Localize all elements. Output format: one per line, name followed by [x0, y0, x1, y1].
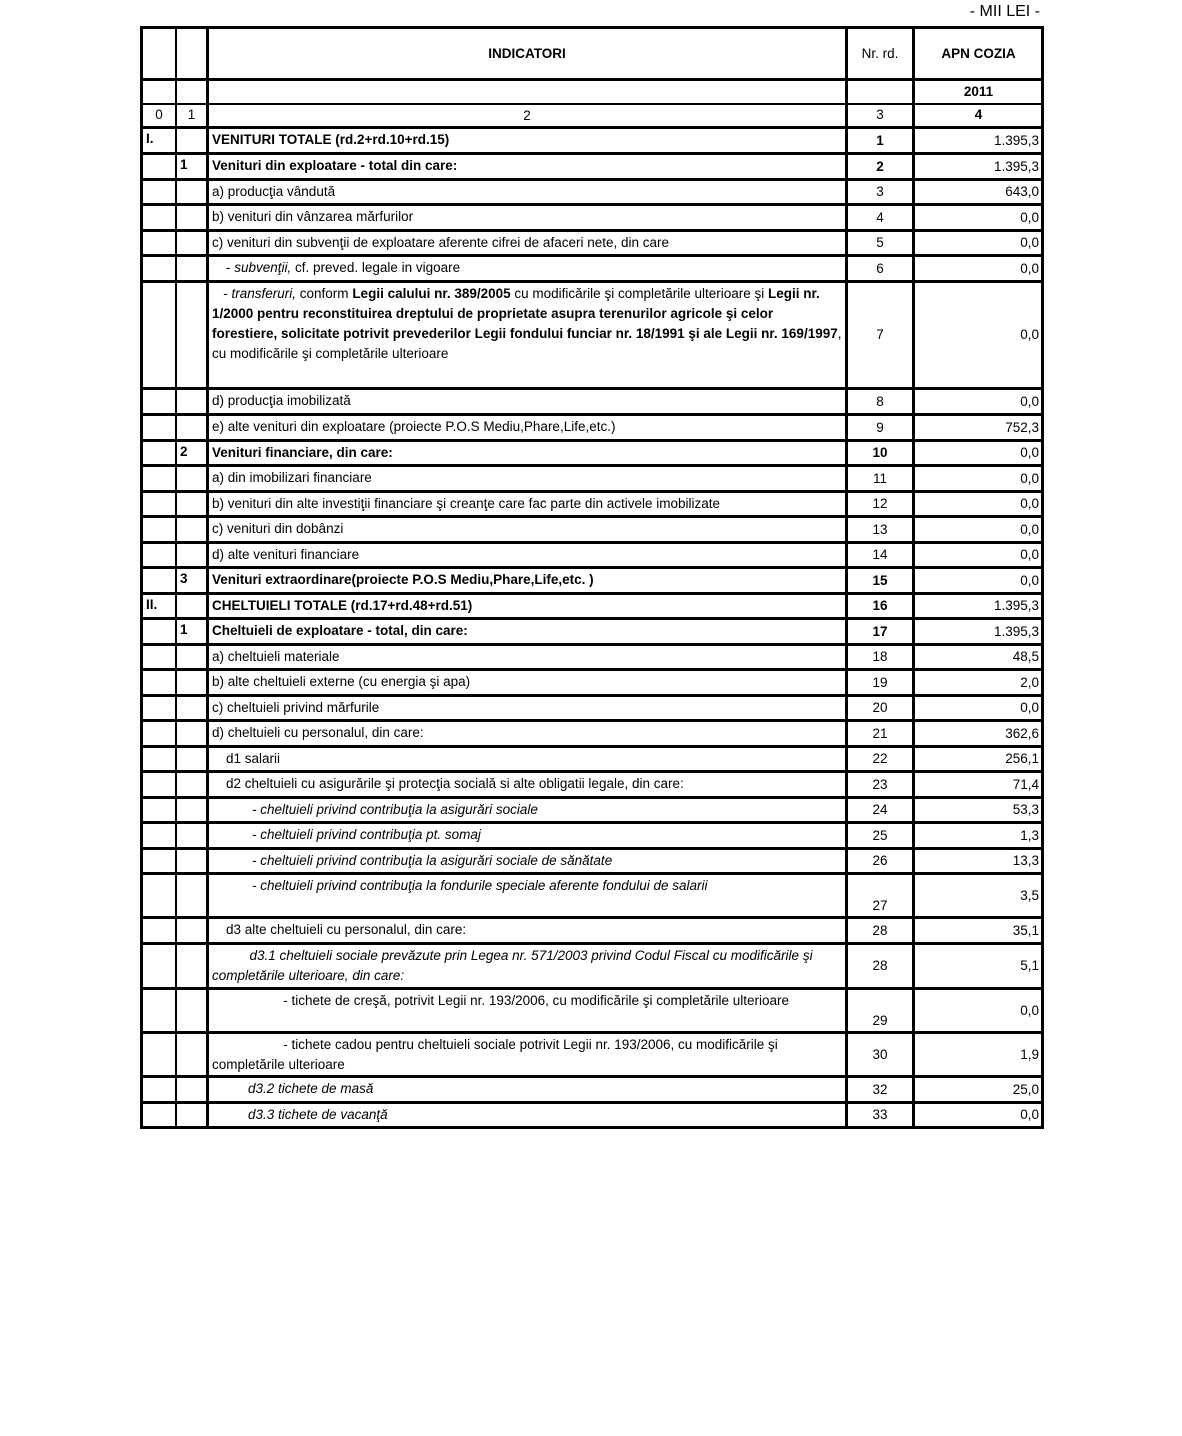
row-number: 8 — [847, 389, 914, 415]
indicator-label — [208, 696, 847, 721]
indicator-text: b) venituri din alte investiţii financiare şi creanţe care fac parte din activele imobilizate — [212, 496, 720, 511]
table-row — [142, 696, 1043, 721]
indicator-label — [208, 772, 847, 798]
subsection-number — [176, 1103, 208, 1128]
indicator-label — [208, 1077, 847, 1103]
row-number: 27 — [847, 874, 914, 918]
indicator-text: - cheltuieli privind contribuţia pt. somaj — [252, 827, 481, 842]
indicator-text: - tichete cadou pentru cheltuieli sociale potrivit Legii nr. 193/2006, cu modificările şi completările ulterioare — [212, 1037, 778, 1072]
indicator-text: d3.3 tichete de vacanţă — [248, 1107, 388, 1122]
row-number: 21 — [847, 721, 914, 747]
indicator-text: Cheltuieli de exploatare - total, din care: — [212, 623, 468, 638]
section-number — [142, 772, 177, 798]
value-2011: 0,0 — [914, 205, 1043, 231]
table-row — [142, 823, 1043, 849]
value-2011: 48,5 — [914, 645, 1043, 670]
section-number — [142, 1077, 177, 1103]
indicator-text: d) alte venituri financiare — [212, 547, 360, 562]
column-number-row — [142, 104, 1043, 128]
table-row — [142, 415, 1043, 441]
section-number — [142, 415, 177, 441]
table-row — [142, 256, 1043, 282]
table-row — [142, 594, 1043, 619]
indicator-label — [208, 517, 847, 543]
row-number: 15 — [847, 568, 914, 594]
subsection-number — [176, 1033, 208, 1077]
section-number — [142, 205, 177, 231]
value-2011: 53,3 — [914, 798, 1043, 823]
table-row — [142, 944, 1043, 989]
value-2011: 752,3 — [914, 415, 1043, 441]
indicator-label — [208, 543, 847, 568]
table-row — [142, 670, 1043, 696]
indicator-label — [208, 645, 847, 670]
row-number: 9 — [847, 415, 914, 441]
subsection-number — [176, 747, 208, 772]
table-row — [142, 721, 1043, 747]
row-number: 20 — [847, 696, 914, 721]
row-number: 16 — [847, 594, 914, 619]
row-number: 13 — [847, 517, 914, 543]
table-row — [142, 1077, 1043, 1103]
indicator-label — [208, 918, 847, 944]
row-number: 24 — [847, 798, 914, 823]
section-number — [142, 989, 177, 1033]
table-row — [142, 466, 1043, 492]
value-2011: 2,0 — [914, 670, 1043, 696]
row-number: 11 — [847, 466, 914, 492]
income-expense-table — [140, 26, 1044, 1129]
value-2011: 362,6 — [914, 721, 1043, 747]
subsection-number — [176, 415, 208, 441]
row-number: 3 — [847, 180, 914, 205]
value-2011: 71,4 — [914, 772, 1043, 798]
indicator-label — [208, 874, 847, 918]
indicator-label — [208, 747, 847, 772]
table-row — [142, 874, 1043, 918]
section-number — [142, 670, 177, 696]
table-row — [142, 282, 1043, 389]
section-number — [142, 492, 177, 517]
section-number: I. — [142, 128, 177, 154]
indicator-label — [208, 205, 847, 231]
subsection-number — [176, 772, 208, 798]
indicator-text: Venituri din exploatare - total din care: — [212, 158, 458, 173]
indicator-text: a) producţia vândută — [212, 184, 336, 199]
section-number — [142, 747, 177, 772]
indicator-label — [208, 180, 847, 205]
col-num: 3 — [847, 104, 914, 128]
entity-header: APN COZIA — [914, 28, 1043, 80]
value-2011: 1,9 — [914, 1033, 1043, 1077]
table-row — [142, 231, 1043, 256]
subsection-number — [176, 823, 208, 849]
unit-label: - MII LEI - — [969, 3, 1040, 20]
indicator-text: cu modificările şi completările ulterioare şi — [510, 286, 768, 301]
row-number: 17 — [847, 619, 914, 645]
value-2011: 35,1 — [914, 918, 1043, 944]
table-row — [142, 849, 1043, 874]
indicator-label — [208, 492, 847, 517]
table-row — [142, 798, 1043, 823]
row-number: 2 — [847, 154, 914, 180]
value-2011: 0,0 — [914, 517, 1043, 543]
row-number: 29 — [847, 989, 914, 1033]
subsection-number — [176, 670, 208, 696]
section-number — [142, 944, 177, 989]
indicator-text: c) venituri din subvenţii de exploatare aferente cifrei de afaceri nete, din care — [212, 235, 670, 250]
value-2011: 3,5 — [914, 874, 1043, 918]
indicator-text: Legii nr. 1/2000 pentru reconstituirea dreptului de proprietate asupra terenurilor agricole şi celor forestiere, solicitate potrivit prevederilor Legii fondului funciar nr. 18/1991 şi ale Legii nr. 169/1997 — [212, 286, 838, 341]
section-number — [142, 849, 177, 874]
subsection-number — [176, 389, 208, 415]
section-number — [142, 231, 177, 256]
row-number: 7 — [847, 282, 914, 389]
section-number — [142, 543, 177, 568]
indicator-text: Venituri extraordinare(proiecte P.O.S Mediu,Phare,Life,etc. ) — [212, 572, 594, 587]
value-2011: 643,0 — [914, 180, 1043, 205]
row-number: 23 — [847, 772, 914, 798]
subsection-number — [176, 721, 208, 747]
section-number — [142, 798, 177, 823]
table-row — [142, 1033, 1043, 1077]
indicator-text: b) alte cheltuieli externe (cu energia şi apa) — [212, 674, 471, 689]
indicator-text: d3.1 cheltuieli sociale prevăzute prin Legea nr. 571/2003 privind Codul Fiscal cu modificările şi completările ulterioare, din care: — [212, 948, 813, 983]
indicator-text: transferuri, — [231, 286, 297, 301]
table-row — [142, 441, 1043, 466]
table-row — [142, 205, 1043, 231]
subsection-number — [176, 989, 208, 1033]
value-2011: 1.395,3 — [914, 128, 1043, 154]
section-number — [142, 180, 177, 205]
row-number: 1 — [847, 128, 914, 154]
subsection-number — [176, 944, 208, 989]
indicator-text: d3.2 tichete de masă — [248, 1081, 374, 1096]
row-number: 19 — [847, 670, 914, 696]
indicator-text: - cheltuieli privind contribuţia la fondurile speciale aferente fondului de salarii — [252, 878, 708, 893]
subsection-number — [176, 466, 208, 492]
row-number: 25 — [847, 823, 914, 849]
table-row — [142, 389, 1043, 415]
indicator-text: - cheltuieli privind contribuţia la asigurări sociale — [252, 802, 538, 817]
indicator-header: INDICATORI — [208, 28, 847, 80]
year-row — [142, 80, 1043, 104]
section-number — [142, 823, 177, 849]
indicator-label — [208, 944, 847, 989]
value-2011: 25,0 — [914, 1077, 1043, 1103]
indicator-text: subvenţii, — [234, 260, 292, 275]
indicator-text: - cheltuieli privind contribuţia la asigurări sociale de sănătate — [252, 853, 613, 868]
indicator-label — [208, 256, 847, 282]
subsection-number — [176, 798, 208, 823]
value-2011: 0,0 — [914, 568, 1043, 594]
indicator-text: , cu modificările şi completările ulterioare — [212, 326, 842, 361]
value-2011: 1,3 — [914, 823, 1043, 849]
subsection-number — [176, 517, 208, 543]
indicator-text: Legii calului nr. 389/2005 — [352, 286, 511, 301]
indicator-text: c) cheltuieli privind mărfurile — [212, 700, 380, 715]
nr-header: Nr. rd. — [847, 28, 914, 80]
indicator-text: d2 cheltuieli cu asigurările şi protecţia socială si alte obligatii legale, din care: — [226, 776, 684, 791]
subsection-number — [176, 696, 208, 721]
subsection-number — [176, 594, 208, 619]
table-row — [142, 1103, 1043, 1128]
table-row — [142, 918, 1043, 944]
table-row — [142, 154, 1043, 180]
value-2011: 1.395,3 — [914, 154, 1043, 180]
col-num: 0 — [142, 104, 177, 128]
subsection-number: 1 — [176, 154, 208, 180]
value-2011: 0,0 — [914, 543, 1043, 568]
section-number — [142, 389, 177, 415]
row-number: 33 — [847, 1103, 914, 1128]
subsection-number — [176, 205, 208, 231]
subsection-number — [176, 231, 208, 256]
section-number — [142, 154, 177, 180]
indicator-label — [208, 128, 847, 154]
row-number: 32 — [847, 1077, 914, 1103]
table-row — [142, 517, 1043, 543]
indicator-label — [208, 568, 847, 594]
value-2011: 13,3 — [914, 849, 1043, 874]
indicator-text: - tichete de creşă, potrivit Legii nr. 193/2006, cu modificările şi completările ulterioare — [212, 993, 790, 1008]
value-2011: 0,0 — [914, 389, 1043, 415]
table-row — [142, 619, 1043, 645]
value-2011: 0,0 — [914, 1103, 1043, 1128]
indicator-label — [208, 798, 847, 823]
section-number — [142, 256, 177, 282]
table-row — [142, 747, 1043, 772]
row-number: 28 — [847, 918, 914, 944]
row-number: 12 — [847, 492, 914, 517]
value-2011: 0,0 — [914, 256, 1043, 282]
indicator-label — [208, 282, 847, 389]
subsection-number — [176, 645, 208, 670]
subsection-number — [176, 543, 208, 568]
subsection-number — [176, 256, 208, 282]
col-num: 2 — [208, 104, 847, 128]
value-2011: 0,0 — [914, 466, 1043, 492]
subsection-number — [176, 918, 208, 944]
section-number — [142, 619, 177, 645]
row-number: 6 — [847, 256, 914, 282]
section-number: II. — [142, 594, 177, 619]
subsection-number: 2 — [176, 441, 208, 466]
value-2011: 0,0 — [914, 231, 1043, 256]
table-row — [142, 543, 1043, 568]
indicator-text: d) producţia imobilizată — [212, 393, 351, 408]
section-number — [142, 874, 177, 918]
indicator-text: d3 alte cheltuieli cu personalul, din care: — [226, 922, 467, 937]
value-2011: 1.395,3 — [914, 619, 1043, 645]
section-number — [142, 645, 177, 670]
indicator-text: conform — [296, 286, 353, 301]
indicator-label — [208, 619, 847, 645]
table-row — [142, 128, 1043, 154]
indicator-label — [208, 594, 847, 619]
table-row — [142, 492, 1043, 517]
subsection-number — [176, 1077, 208, 1103]
subsection-number — [176, 180, 208, 205]
table-row — [142, 645, 1043, 670]
row-number: 18 — [847, 645, 914, 670]
indicator-label — [208, 823, 847, 849]
value-2011: 0,0 — [914, 989, 1043, 1033]
indicator-label — [208, 466, 847, 492]
indicator-text: c) venituri din dobânzi — [212, 521, 344, 536]
indicator-label — [208, 441, 847, 466]
indicator-label — [208, 1103, 847, 1128]
col-num: 1 — [176, 104, 208, 128]
section-number — [142, 696, 177, 721]
indicator-text: cf. preved. legale in vigoare — [291, 260, 461, 275]
subsection-number — [176, 874, 208, 918]
value-2011: 0,0 — [914, 441, 1043, 466]
indicator-label — [208, 721, 847, 747]
value-2011: 0,0 — [914, 282, 1043, 389]
indicator-label — [208, 231, 847, 256]
row-number: 28 — [847, 944, 914, 989]
value-2011: 256,1 — [914, 747, 1043, 772]
value-2011: 0,0 — [914, 696, 1043, 721]
subsection-number: 1 — [176, 619, 208, 645]
row-number: 4 — [847, 205, 914, 231]
subsection-number — [176, 282, 208, 389]
indicator-text: e) alte venituri din exploatare (proiecte P.O.S Mediu,Phare,Life,etc.) — [212, 419, 616, 434]
indicator-text: a) cheltuieli materiale — [212, 649, 340, 664]
row-number: 26 — [847, 849, 914, 874]
value-2011: 5,1 — [914, 944, 1043, 989]
value-2011: 0,0 — [914, 492, 1043, 517]
indicator-text: d1 salarii — [226, 751, 281, 766]
indicator-text: - — [226, 260, 235, 275]
indicator-text: d) cheltuieli cu personalul, din care: — [212, 725, 424, 740]
header-row — [142, 28, 1043, 80]
section-number — [142, 568, 177, 594]
value-2011: 1.395,3 — [914, 594, 1043, 619]
row-number: 14 — [847, 543, 914, 568]
section-number — [142, 441, 177, 466]
section-number — [142, 918, 177, 944]
section-number — [142, 466, 177, 492]
row-number: 5 — [847, 231, 914, 256]
row-number: 10 — [847, 441, 914, 466]
year-header: 2011 — [914, 80, 1043, 104]
subsection-number: 3 — [176, 568, 208, 594]
indicator-text: a) din imobilizari financiare — [212, 470, 372, 485]
table-row — [142, 772, 1043, 798]
subsection-number — [176, 492, 208, 517]
indicator-label — [208, 670, 847, 696]
indicator-label — [208, 415, 847, 441]
subsection-number — [176, 849, 208, 874]
indicator-text: - — [212, 286, 232, 301]
indicator-label — [208, 154, 847, 180]
table-row — [142, 989, 1043, 1033]
row-number: 30 — [847, 1033, 914, 1077]
indicator-label — [208, 989, 847, 1033]
indicator-text: b) venituri din vânzarea mărfurilor — [212, 209, 414, 224]
indicator-label — [208, 1033, 847, 1077]
indicator-text: VENITURI TOTALE (rd.2+rd.10+rd.15) — [212, 132, 450, 147]
table-row — [142, 180, 1043, 205]
section-number — [142, 517, 177, 543]
indicator-text: CHELTUIELI TOTALE (rd.17+rd.48+rd.51) — [212, 598, 473, 613]
table-row — [142, 568, 1043, 594]
subsection-number — [176, 128, 208, 154]
section-number — [142, 721, 177, 747]
col-num: 4 — [914, 104, 1043, 128]
section-number — [142, 282, 177, 389]
indicator-text: Venituri financiare, din care: — [212, 445, 393, 460]
section-number — [142, 1033, 177, 1077]
indicator-label — [208, 849, 847, 874]
indicator-label — [208, 389, 847, 415]
row-number: 22 — [847, 747, 914, 772]
section-number — [142, 1103, 177, 1128]
